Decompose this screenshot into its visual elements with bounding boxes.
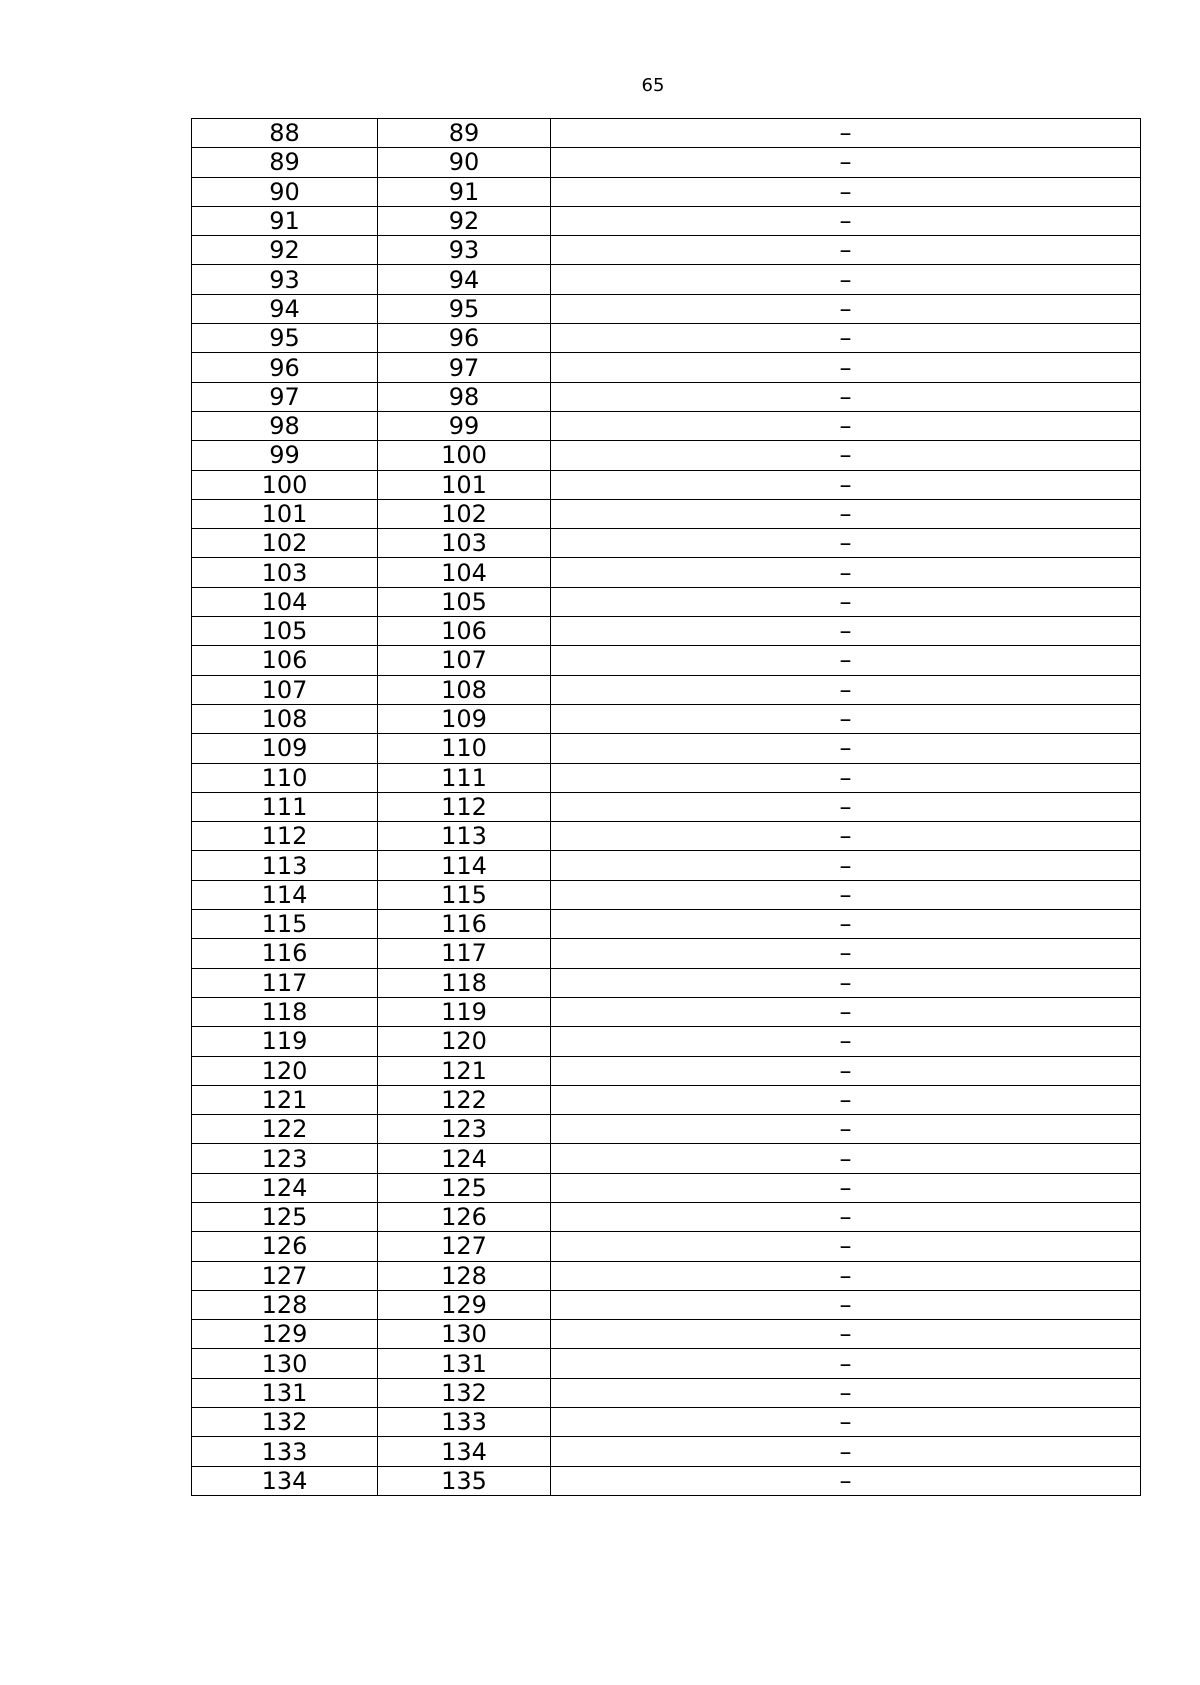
table-row <box>192 119 1141 148</box>
table-cell: 118 <box>192 997 378 1026</box>
table-cell: – <box>551 646 1141 675</box>
table-row <box>192 470 1141 499</box>
table-cell: – <box>551 1144 1141 1173</box>
table-cell: – <box>551 265 1141 294</box>
table-row <box>192 1144 1141 1173</box>
table-cell: – <box>551 1466 1141 1495</box>
table-cell: 93 <box>192 265 378 294</box>
table-cell: – <box>551 558 1141 587</box>
table-cell: 120 <box>378 1027 551 1056</box>
table-cell: 108 <box>378 675 551 704</box>
table-cell: – <box>551 1290 1141 1319</box>
table-cell: 119 <box>192 1027 378 1056</box>
table-cell: 99 <box>378 411 551 440</box>
table-cell: 103 <box>192 558 378 587</box>
table-cell: 110 <box>192 763 378 792</box>
table-cell: 94 <box>378 265 551 294</box>
table-cell: – <box>551 880 1141 909</box>
table-cell: 100 <box>378 441 551 470</box>
table-row <box>192 1320 1141 1349</box>
table-row <box>192 763 1141 792</box>
table-row <box>192 997 1141 1026</box>
table-cell: 91 <box>192 206 378 235</box>
table-cell: 123 <box>192 1144 378 1173</box>
table-cell: 115 <box>192 910 378 939</box>
table-cell: – <box>551 1320 1141 1349</box>
table-cell: 105 <box>192 617 378 646</box>
table-row <box>192 675 1141 704</box>
table-cell: – <box>551 734 1141 763</box>
table-row <box>192 968 1141 997</box>
table-cell: 95 <box>378 294 551 323</box>
table-row <box>192 704 1141 733</box>
table-row <box>192 1290 1141 1319</box>
table-cell: – <box>551 177 1141 206</box>
table-cell: 116 <box>192 939 378 968</box>
table-cell: 124 <box>192 1173 378 1202</box>
table-cell: – <box>551 1437 1141 1466</box>
table-row <box>192 1378 1141 1407</box>
table-row <box>192 558 1141 587</box>
table-cell: – <box>551 353 1141 382</box>
table-cell: 121 <box>192 1085 378 1114</box>
table-cell: 96 <box>378 324 551 353</box>
table-row <box>192 382 1141 411</box>
table-cell: – <box>551 411 1141 440</box>
table-cell: 108 <box>192 704 378 733</box>
table-cell: 129 <box>378 1290 551 1319</box>
table-cell: – <box>551 1202 1141 1231</box>
table-cell: 92 <box>192 236 378 265</box>
table-cell: 129 <box>192 1320 378 1349</box>
table-cell: 126 <box>192 1232 378 1261</box>
table-cell: 132 <box>378 1378 551 1407</box>
table-cell: – <box>551 1115 1141 1144</box>
table-cell: 105 <box>378 587 551 616</box>
table-cell: 125 <box>192 1202 378 1231</box>
table-cell: 124 <box>378 1144 551 1173</box>
table-cell: 133 <box>378 1408 551 1437</box>
table-cell: – <box>551 939 1141 968</box>
table-cell: – <box>551 792 1141 821</box>
table-cell: 125 <box>378 1173 551 1202</box>
page-number: 65 <box>641 75 665 96</box>
table-row <box>192 1056 1141 1085</box>
table-row <box>192 1261 1141 1290</box>
table-cell: 112 <box>378 792 551 821</box>
table-row <box>192 1115 1141 1144</box>
table-row <box>192 939 1141 968</box>
table-cell: 123 <box>378 1115 551 1144</box>
table-row <box>192 880 1141 909</box>
table-cell: 89 <box>378 119 551 148</box>
table-cell: 135 <box>378 1466 551 1495</box>
table-cell: 96 <box>192 353 378 382</box>
table-cell: 119 <box>378 997 551 1026</box>
table-cell: 99 <box>192 441 378 470</box>
table-cell: 130 <box>378 1320 551 1349</box>
table-cell: – <box>551 1085 1141 1114</box>
table-cell: – <box>551 294 1141 323</box>
table-body <box>192 119 1141 1496</box>
table-cell: 132 <box>192 1408 378 1437</box>
table-row <box>192 734 1141 763</box>
table-row <box>192 441 1141 470</box>
table-cell: 126 <box>378 1202 551 1231</box>
table-cell: – <box>551 148 1141 177</box>
table-row <box>192 353 1141 382</box>
table-cell: – <box>551 119 1141 148</box>
table-cell: 121 <box>378 1056 551 1085</box>
table-cell: 134 <box>378 1437 551 1466</box>
table-row <box>192 822 1141 851</box>
table-cell: – <box>551 1261 1141 1290</box>
table-cell: 109 <box>378 704 551 733</box>
table-cell: 109 <box>192 734 378 763</box>
table-cell: – <box>551 529 1141 558</box>
table-row <box>192 177 1141 206</box>
table-row <box>192 587 1141 616</box>
table-cell: – <box>551 236 1141 265</box>
table-cell: 114 <box>378 851 551 880</box>
table-row <box>192 792 1141 821</box>
table-cell: 97 <box>192 382 378 411</box>
table-row <box>192 499 1141 528</box>
table-cell: 104 <box>378 558 551 587</box>
table-row <box>192 411 1141 440</box>
table-cell: 91 <box>378 177 551 206</box>
table-row <box>192 1437 1141 1466</box>
table-row <box>192 617 1141 646</box>
table-cell: 92 <box>378 206 551 235</box>
table-row <box>192 1408 1141 1437</box>
table-row <box>192 236 1141 265</box>
table-cell: 117 <box>192 968 378 997</box>
table-row <box>192 294 1141 323</box>
table-cell: 102 <box>378 499 551 528</box>
table-cell: 107 <box>378 646 551 675</box>
data-table <box>191 118 1141 1496</box>
table-row <box>192 206 1141 235</box>
table-cell: – <box>551 704 1141 733</box>
table-row <box>192 910 1141 939</box>
table-cell: 127 <box>378 1232 551 1261</box>
table-cell: 117 <box>378 939 551 968</box>
table-cell: 120 <box>192 1056 378 1085</box>
table-cell: 128 <box>192 1290 378 1319</box>
table-row <box>192 1085 1141 1114</box>
table-cell: – <box>551 441 1141 470</box>
table-cell: 93 <box>378 236 551 265</box>
table-cell: – <box>551 1056 1141 1085</box>
table-cell: 103 <box>378 529 551 558</box>
table-cell: 94 <box>192 294 378 323</box>
table-cell: 131 <box>378 1349 551 1378</box>
table-cell: – <box>551 382 1141 411</box>
table-cell: 100 <box>192 470 378 499</box>
table-cell: 95 <box>192 324 378 353</box>
table-cell: – <box>551 910 1141 939</box>
table-cell: – <box>551 1173 1141 1202</box>
table-cell: 116 <box>378 910 551 939</box>
table-cell: – <box>551 997 1141 1026</box>
table-row <box>192 324 1141 353</box>
table-cell: 102 <box>192 529 378 558</box>
table-cell: – <box>551 206 1141 235</box>
table-cell: 111 <box>192 792 378 821</box>
table-cell: 118 <box>378 968 551 997</box>
table-row <box>192 148 1141 177</box>
table-cell: – <box>551 675 1141 704</box>
table-cell: – <box>551 968 1141 997</box>
table-row <box>192 265 1141 294</box>
table-cell: 98 <box>378 382 551 411</box>
table-cell: 97 <box>378 353 551 382</box>
table-row <box>192 529 1141 558</box>
table-cell: 134 <box>192 1466 378 1495</box>
table-cell: 104 <box>192 587 378 616</box>
table-cell: – <box>551 1349 1141 1378</box>
table-cell: – <box>551 763 1141 792</box>
table-cell: – <box>551 617 1141 646</box>
table-row <box>192 1349 1141 1378</box>
table-row <box>192 646 1141 675</box>
table-cell: 88 <box>192 119 378 148</box>
table-cell: 122 <box>378 1085 551 1114</box>
table-cell: 90 <box>192 177 378 206</box>
table-cell: 115 <box>378 880 551 909</box>
table-cell: 106 <box>192 646 378 675</box>
table-cell: – <box>551 470 1141 499</box>
table-cell: 90 <box>378 148 551 177</box>
table-cell: 112 <box>192 822 378 851</box>
table-cell: 113 <box>378 822 551 851</box>
table-cell: 113 <box>192 851 378 880</box>
table-row <box>192 851 1141 880</box>
table-row <box>192 1173 1141 1202</box>
table-cell: 130 <box>192 1349 378 1378</box>
table-cell: – <box>551 851 1141 880</box>
table-cell: – <box>551 1232 1141 1261</box>
table-cell: 98 <box>192 411 378 440</box>
table-cell: – <box>551 324 1141 353</box>
table-cell: 127 <box>192 1261 378 1290</box>
table-row <box>192 1027 1141 1056</box>
table-cell: 131 <box>192 1378 378 1407</box>
table-cell: – <box>551 1408 1141 1437</box>
table-cell: – <box>551 499 1141 528</box>
table-cell: 106 <box>378 617 551 646</box>
table-cell: 101 <box>192 499 378 528</box>
table-cell: – <box>551 587 1141 616</box>
table-cell: 111 <box>378 763 551 792</box>
table-cell: 128 <box>378 1261 551 1290</box>
table-cell: 101 <box>378 470 551 499</box>
table-row <box>192 1232 1141 1261</box>
table-cell: 114 <box>192 880 378 909</box>
table-cell: 107 <box>192 675 378 704</box>
table-cell: – <box>551 822 1141 851</box>
table-cell: – <box>551 1378 1141 1407</box>
table-cell: – <box>551 1027 1141 1056</box>
table-cell: 110 <box>378 734 551 763</box>
table-cell: 133 <box>192 1437 378 1466</box>
table-row <box>192 1466 1141 1495</box>
table-cell: 89 <box>192 148 378 177</box>
table-cell: 122 <box>192 1115 378 1144</box>
table-row <box>192 1202 1141 1231</box>
